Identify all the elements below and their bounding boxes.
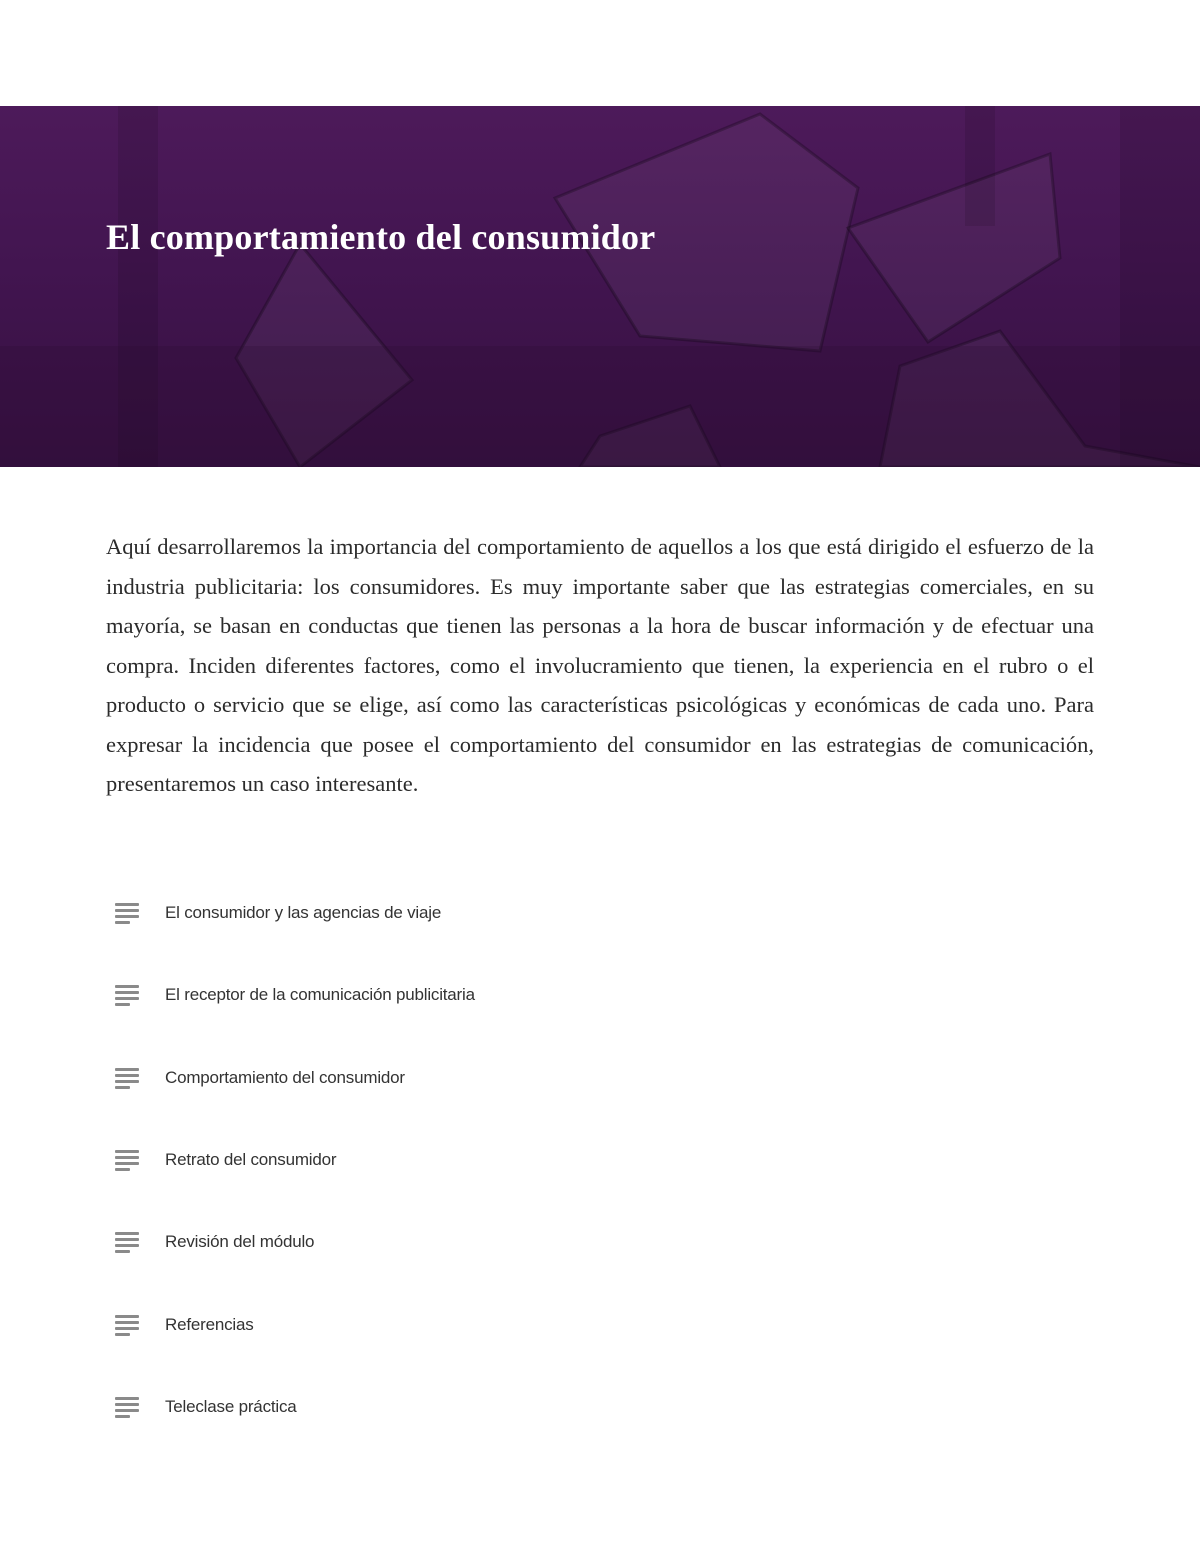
text-lines-icon [115,1148,139,1172]
lesson-label: Retrato del consumidor [165,1150,337,1170]
text-lines-icon [115,983,139,1007]
lesson-label: Teleclase práctica [165,1396,297,1416]
text-lines-icon [115,1230,139,1254]
text-lines-icon [115,1313,139,1337]
lesson-label: Comportamiento del consumidor [165,1067,405,1087]
lesson-item[interactable] [106,872,1006,954]
lesson-item[interactable] [106,954,1006,1036]
lesson-item[interactable] [106,1037,1006,1119]
hero-background-image [0,106,1200,467]
lesson-item[interactable] [106,1119,1006,1201]
lesson-label: Referencias [165,1314,254,1334]
page-title: El comportamiento del consumidor [106,217,656,257]
lesson-item[interactable] [106,1201,1006,1283]
lesson-label: El receptor de la comunicación publicitaria [165,985,475,1005]
intro-paragraph: Aquí desarrollaremos la importancia del comportamiento de aquellos a los que está dirigido el esfuerzo de la industria publicitaria: los consumidores. Es muy importante saber que las estrategias comerciales, en su mayoría, se basan en conductas que tienen las personas a la hora de buscar información y de efectuar una compra. Inciden diferentes factores, como el involucramiento que tienen, la experiencia en el rubro o el producto o servicio que se elige, así como las características psicológicas y económicas de cada uno. Para expresar la incidencia que posee el comportamiento del consumidor en las estrategias de comunicación, presentaremos un caso interesante. [106,534,1094,796]
text-lines-icon [115,1395,139,1419]
text-lines-icon [115,901,139,925]
lesson-item[interactable] [106,1283,1006,1365]
lesson-label: Revisión del módulo [165,1232,315,1252]
lesson-item[interactable] [106,1366,1006,1448]
lesson-label: El consumidor y las agencias de viaje [165,903,442,923]
hero-banner [0,106,1200,467]
text-lines-icon [115,1066,139,1090]
lesson-list [106,872,1006,1448]
